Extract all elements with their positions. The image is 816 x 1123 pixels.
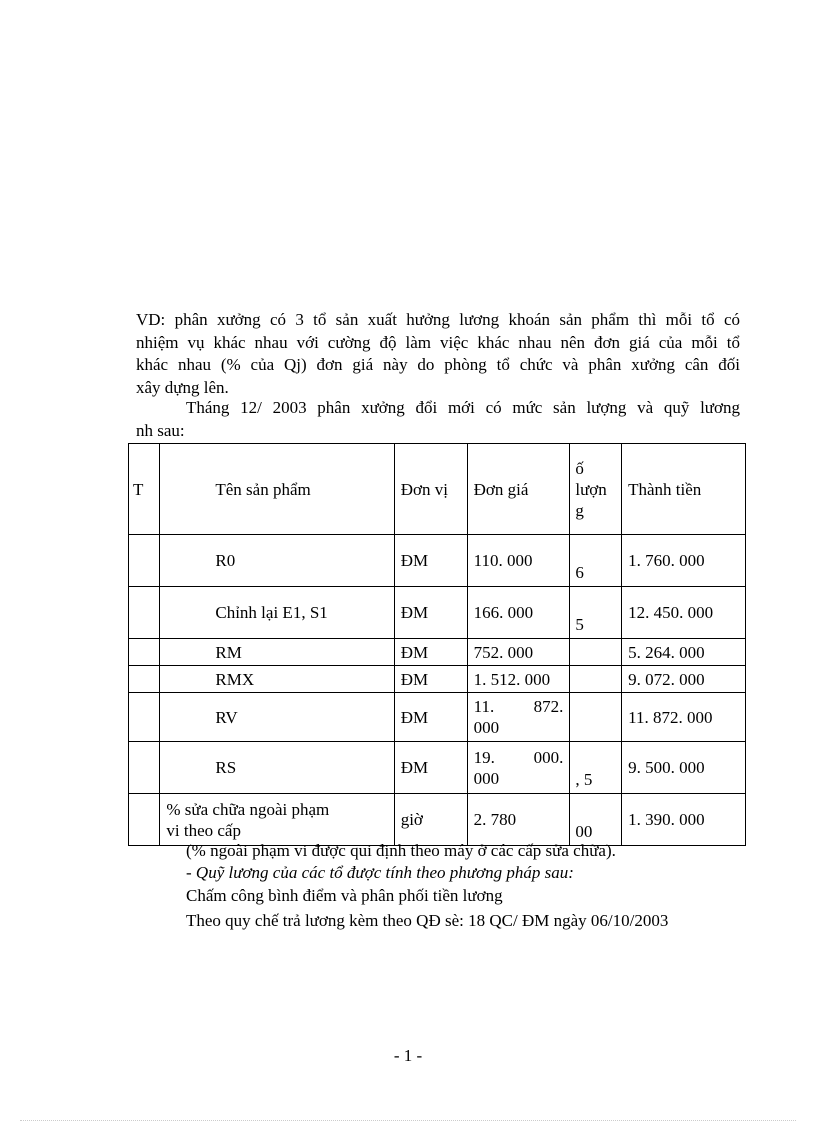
- header-quantity-a: ố: [575, 458, 584, 478]
- row-stt: [129, 742, 160, 794]
- row-unit: ĐM: [394, 535, 467, 587]
- header-stt: T: [129, 444, 160, 535]
- intro-paragraph: [136, 309, 740, 399]
- header-product-name: Tên sản phẩm: [160, 444, 394, 535]
- row-stt: [129, 794, 160, 846]
- row-name: RM: [160, 639, 394, 666]
- row-unit: ĐM: [394, 639, 467, 666]
- table-header-row: [129, 444, 746, 535]
- row-price: 752. 000: [467, 639, 570, 666]
- table-row: [129, 794, 746, 846]
- intro-line-4: xây dựng lên.: [136, 377, 229, 397]
- regulation-text: Theo quy chế trả lương kèm theo QĐ sè: 18 QC/ ĐM ngày 06/10/2003: [186, 911, 669, 930]
- row-unit: ĐM: [394, 693, 467, 742]
- row-name-line-2: vi theo cấp: [166, 820, 241, 840]
- row-quantity: 00: [570, 794, 622, 846]
- note-text: (% ngoài phạm vi được qui định theo máy ở các cấp sửa chữa).: [186, 841, 616, 860]
- row-total: 1. 390. 000: [622, 794, 746, 846]
- row-quantity: [570, 639, 622, 666]
- header-total: Thành tiền: [622, 444, 746, 535]
- fund-heading: - Quỹ lương của các tổ được tính theo phương pháp sau:: [186, 863, 574, 882]
- header-quantity: [570, 444, 622, 535]
- row-total: 12. 450. 000: [622, 587, 746, 639]
- row-price: [467, 693, 570, 742]
- month-line-2: nh sau:: [136, 420, 185, 440]
- row-name: R0: [160, 535, 394, 587]
- row-stt: [129, 535, 160, 587]
- row-name: [160, 794, 394, 846]
- row-quantity: 6: [570, 535, 622, 587]
- row-total: 1. 760. 000: [622, 535, 746, 587]
- row-price-part-c: 000: [473, 768, 500, 788]
- row-price: 1. 512. 000: [467, 666, 570, 693]
- row-name: RMX: [160, 666, 394, 693]
- row-price-part-c: 000: [473, 718, 500, 737]
- row-price: 166. 000: [467, 587, 570, 639]
- table-row: [129, 693, 746, 742]
- month-line-1: Tháng 12/ 2003 phân xưởng đổi mới có mức sản lượng và quỹ lương: [186, 398, 740, 417]
- month-paragraph: [136, 397, 740, 442]
- page-number: - 1 -: [393, 1046, 423, 1065]
- row-total: 11. 872. 000: [622, 693, 746, 742]
- row-unit: ĐM: [394, 666, 467, 693]
- row-name: RV: [160, 693, 394, 742]
- table-row: [129, 639, 746, 666]
- row-quantity: [570, 666, 622, 693]
- header-quantity-b: lượn: [575, 479, 607, 499]
- row-name: Chỉnh lại E1, S1: [160, 587, 394, 639]
- row-price-part-b: 872.: [533, 697, 564, 716]
- intro-line-2: nhiệm vụ khác nhau với cường độ làm việc khác nhau nên đơn giá của mỗi tổ: [136, 332, 740, 352]
- table-row: [129, 587, 746, 639]
- header-unit: Đơn vị: [394, 444, 467, 535]
- timekeeping-text: Chấm công bình điểm và phân phối tiền lương: [186, 886, 503, 905]
- row-price: [467, 742, 570, 794]
- row-stt: [129, 639, 160, 666]
- row-total: 9. 072. 000: [622, 666, 746, 693]
- row-unit: ĐM: [394, 742, 467, 794]
- row-price-part-b: 000.: [533, 747, 564, 767]
- row-unit: ĐM: [394, 587, 467, 639]
- intro-line-3: khác nhau (% của Qj) đơn giá này do phòng tổ chức và phân xưởng cân đối: [136, 355, 740, 374]
- row-stt: [129, 693, 160, 742]
- production-table: [128, 443, 746, 846]
- row-total: 9. 500. 000: [622, 742, 746, 794]
- row-price-part-a: 11.: [473, 697, 495, 716]
- row-price: 2. 780: [467, 794, 570, 846]
- row-quantity: [570, 693, 622, 742]
- row-price-split: [474, 696, 564, 738]
- row-price-part-a: 19.: [473, 747, 495, 767]
- table-row: [129, 535, 746, 587]
- row-quantity: , 5: [570, 742, 622, 794]
- row-price-split: [474, 747, 564, 789]
- row-name: RS: [160, 742, 394, 794]
- table-row: [129, 666, 746, 693]
- row-total: 5. 264. 000: [622, 639, 746, 666]
- row-unit: giờ: [394, 794, 467, 846]
- intro-line-1: VD: phân xưởng có 3 tổ sản xuất hưởng lương khoán sản phẩm thì mỗi tổ có: [136, 310, 740, 329]
- row-stt: [129, 587, 160, 639]
- row-quantity: 5: [570, 587, 622, 639]
- page-bottom-rule: [20, 1120, 796, 1121]
- row-price: 110. 000: [467, 535, 570, 587]
- row-name-line-1: % sửa chữa ngoài phạm: [166, 799, 330, 819]
- table-row: [129, 742, 746, 794]
- header-quantity-c: g: [575, 500, 584, 520]
- row-stt: [129, 666, 160, 693]
- header-price: Đơn giá: [467, 444, 570, 535]
